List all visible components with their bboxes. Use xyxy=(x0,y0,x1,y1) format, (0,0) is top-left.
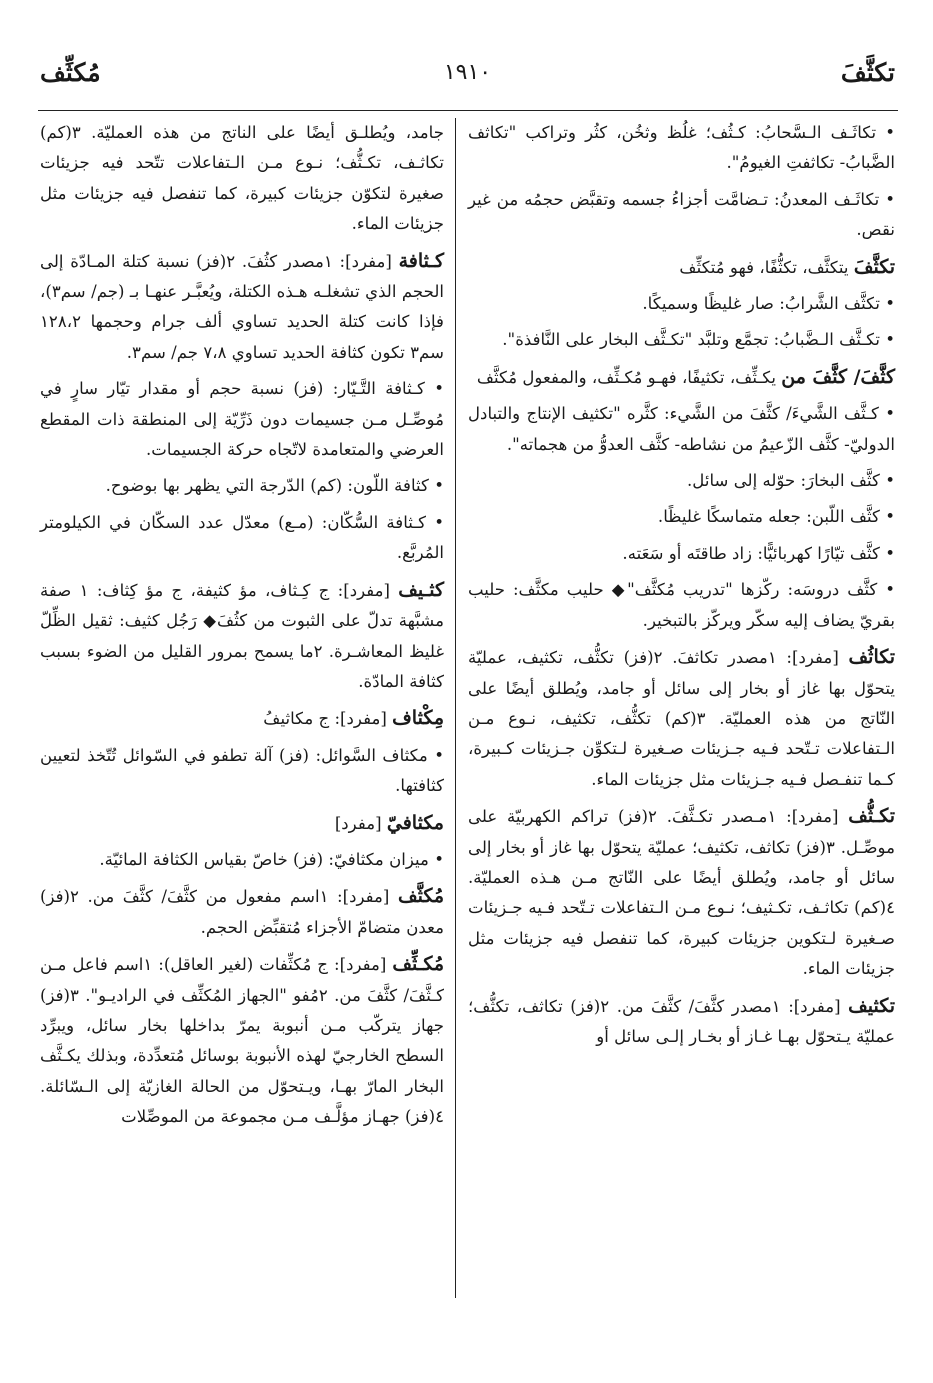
entry-text: [مفرد]: ١مصدر كثَّفَ/ كثَّفَ من. ٢(فز) تكاثف، تكثُّف؛ عمليّة يـتحوّل بهـا غـاز أو بخـار إلـى سائل أو xyxy=(468,996,895,1046)
dictionary-entry xyxy=(40,118,444,240)
dictionary-entry xyxy=(40,845,444,875)
dictionary-entry xyxy=(468,362,895,393)
entry-headword: تكـثُّف xyxy=(848,805,895,828)
column-divider xyxy=(455,118,456,1298)
dictionary-entry xyxy=(468,118,895,179)
dictionary-entry xyxy=(468,539,895,569)
dictionary-entry xyxy=(468,575,895,636)
entry-text: • كـثافة التَّـيّار: (فز) نسبة حجم أو مقدار تيّار سارٍ في مُوصِّـل مـن جسيمات دون ذَرِّيّة إلى المنطقة ذات المقطع العرضي والمتعامدة لاتّجاه حركة الجسيمات. xyxy=(40,379,444,460)
entry-text: • تكاثَـف المعدنُ: تـضامَّت أجزاءُ جسمه وتقبَّض حجمُه من غير نقص. xyxy=(468,189,895,240)
entry-headword: تكثيف xyxy=(848,994,895,1017)
entry-headword: تكثَّفَ xyxy=(853,255,895,278)
entry-text: • كثَّف اللّبن: جعله متماسكًا غليظًا. xyxy=(657,507,895,527)
entry-text: • كـثَّف الشَّيءَ/ كثَّفَ من الشَّيء: كثَّره "تكثيف الإنتاج والتبادل الدوليّ- كثَّف الزّعيمُ من نشاطه- كثَّف العدوُّ من هجماته". xyxy=(468,404,895,454)
entry-text: • تكاثَـف الـسَّحابُ: كـثُف؛ غلُظ وثخُن، كثُر وتراكب "تكاثف الضَّبابُ- تكاثفتِ الغيومُ". xyxy=(468,123,895,173)
entry-text: [مفرد]: ١اسم مفعول من كثَّفَ/ كثَّفَ من. ٢(فز) معدن متضامّ الأجزاء مُتقبِّض الحجم. xyxy=(40,887,444,937)
dictionary-entry xyxy=(40,374,444,465)
dictionary-entry xyxy=(468,502,895,532)
entry-headword: مُكثَّف xyxy=(397,885,445,908)
dictionary-entry xyxy=(40,949,444,1132)
entry-text: • تكـثَّف الـضَّبابُ: تجمَّع وتلبَّد "تكـثَّف البخار على النَّافذة". xyxy=(502,330,895,350)
entry-text: [مفرد]: ١مـصدر تكـثَّفَ. ٢(فز) تراكم الكهربيّة على موصِّـل. ٣(فز) تكاثف، تكثيف؛ عمليّة يتحوّل بها غاز أو بخار إلى سائل أو جامد، ويُطلق أيضًا على النّاتج مـن هـذه العمليّة. ٤(كم) تكاثـف، تكـثيف؛ نـوع مـن الـتفاعلات تـتّحد فـيه جـزيئات صـغيرة لـتكوين جزيئات كبيرة، كما تنفصل فيه جزيئات مثل جزيئات الماء. xyxy=(468,807,896,979)
dictionary-entry xyxy=(468,466,895,496)
entry-text: يتكثَّف، تكثُّفًا، فهو مُتكثِّف xyxy=(679,257,854,277)
entry-text: [مفرد] xyxy=(334,813,387,833)
entry-text: • كثَّف البخارَ: حوّله إلى سائل. xyxy=(687,471,895,491)
dictionary-entry xyxy=(468,252,895,283)
entry-text: يكـثِّف، تكثيفًا، فهـو مُكـثِّف، والمفعول مُكثَّف xyxy=(476,367,782,387)
dictionary-entry xyxy=(468,399,895,460)
entry-text: • ميزان مكثافيّ: (فز) خاصّ بقياس الكثافة المائيّة. xyxy=(99,849,444,869)
entry-headword: مِكْثاف xyxy=(392,707,444,730)
entry-headword: كثَّفَ/ كثَّفَ من xyxy=(781,365,895,388)
dictionary-entry xyxy=(468,185,895,246)
entry-headword: تكاثُف xyxy=(848,646,896,669)
entry-headword: مكثافيّ xyxy=(386,811,444,834)
dictionary-entry xyxy=(468,289,895,319)
dictionary-entry xyxy=(468,642,895,795)
page-header xyxy=(40,50,895,100)
dictionary-entry xyxy=(40,471,444,501)
dictionary-entry xyxy=(468,325,895,355)
entry-text: • كثَّف دروسَه: ركّزها "تدريب مُكثَّف"◆ حليب مكثَّف: حليب بقريّ يضاف إليه سكّر ويركّز بالتبخير. xyxy=(468,580,895,630)
running-head-right: تكثَّفَ xyxy=(840,58,895,87)
entry-headword: مُكـثِّف xyxy=(392,953,444,976)
entry-text: • مكثاف السَّوائل: (فز) آلة تطفو في السّوائل تُتّخذ لتعيين كثافتها. xyxy=(40,745,444,796)
entry-text: [مفرد]: ج مكاثيفُ xyxy=(263,709,393,729)
entry-text: • كـثافة السُّكّان: (مـع) معدّل عدد السكّان في الكيلومتر المُربَّع. xyxy=(40,512,444,563)
entry-text: [مفرد]: ١مصدر كثُفَ. ٢(فز) نسبة كتلة المـادّة إلى الحجم الذي تشغلـه هـذه الكتلة، ويُعبَّـر عنهـا بـ (جم/ سم٣)، فإذا كانت كتلة الحديد تساوي ألف جرام وحجمها ١٢٨،٢ سم٣ تكون كثافة الحديد تساوي ٧،٨ جم/ سم٣. xyxy=(40,251,444,362)
entry-text: [مفرد]: ج مُكثِّفات (لغير العاقل): ١اسم فاعل مـن كـثَّفَ/ كثَّفَ من. ٢مُفو "الجهاز المُكثِّف في الراديـو". ٣(فز) جهاز يتركّب مـن أنبوبة يمرّ بداخلها بخار سائل، ويبرِّد السطح الخارجيّ لهذه الأنبوبة بوسائل مُتعدِّدة، وبذلك يكـثَّف البخار المارّ بهـا، ويـتحوّل من الحالة الغازيّة إلى الـسّائلة. ٤(فز) جهـاز مؤلَّـف مـن مجموعة من الموصِّلات xyxy=(40,955,444,1127)
entry-text: [مفرد]: ج كِـثاف، مؤ كثيفة، ج مؤ كِثاف: ١ صفة مشبَّهة تدلّ على الثبوت من كثُفَ◆ رَجُل كثيف: ثقيل الظِّلّ غليظ المعاشـرة. ٢ما يسمح بمرور القليل من الضوء بسبب كثافة المادّة. xyxy=(40,580,444,691)
dictionary-entry xyxy=(468,801,895,984)
entry-text: • كثَّف تيّارًا كهربائيًّا: زاد طاقتَه أو سَعَته. xyxy=(622,543,895,563)
entry-text: • كثافة اللّون: (كم) الدّرجة التي يظهر بها بوضوح. xyxy=(105,476,444,496)
dictionary-entry xyxy=(40,508,444,569)
left-column xyxy=(40,118,444,1139)
right-column xyxy=(468,118,895,1058)
page-number: ١٩١٠ xyxy=(443,60,492,85)
entry-text: جامد، ويُطلـق أيضًا على الناتج من هذه العمليّة. ٣(كم) تكاثـف، تكـثُّف؛ نـوع مـن الـتفاعلات تتّحد فيه جزيئات صغيرة لتكوّن جزيئات كبيرة، كما تنفصل فيه جزيئات مثل جزيئات الماء. xyxy=(40,123,444,234)
dictionary-entry xyxy=(40,703,444,734)
dictionary-entry xyxy=(40,881,444,943)
running-head-left: مُكثِّف xyxy=(40,58,101,87)
header-rule xyxy=(38,110,898,111)
dictionary-entry xyxy=(40,575,444,698)
dictionary-entry xyxy=(40,808,444,839)
dictionary-entry xyxy=(40,741,444,802)
entry-headword: كثـيف xyxy=(398,578,444,601)
entry-text: [مفرد]: ١مصدر تكاثفَ. ٢(فز) تكثُّف، تكثيف، عمليّة يتحوّل بها غاز أو بخار إلى سائل أو جامد، ويُطلق أيضًا على النّاتج من هذه العمليّة. ٣(كم) تكثُّف، تكثيف، نـوع مـن الـتفاعلات تـتّحد فـيه جـزيئات صـغيرة لـتكوِّن جـزيئات كـبيرة، كـما تنفـصل فـيه جـزيئات مثل جزيئات الماء. xyxy=(468,648,895,789)
entry-headword: كـثافة xyxy=(398,249,444,272)
dictionary-entry xyxy=(468,991,895,1053)
dictionary-entry xyxy=(40,246,444,369)
entry-text: • تكثَّف الشَّرابُ: صار غليظًا وسميكًا. xyxy=(642,294,895,314)
